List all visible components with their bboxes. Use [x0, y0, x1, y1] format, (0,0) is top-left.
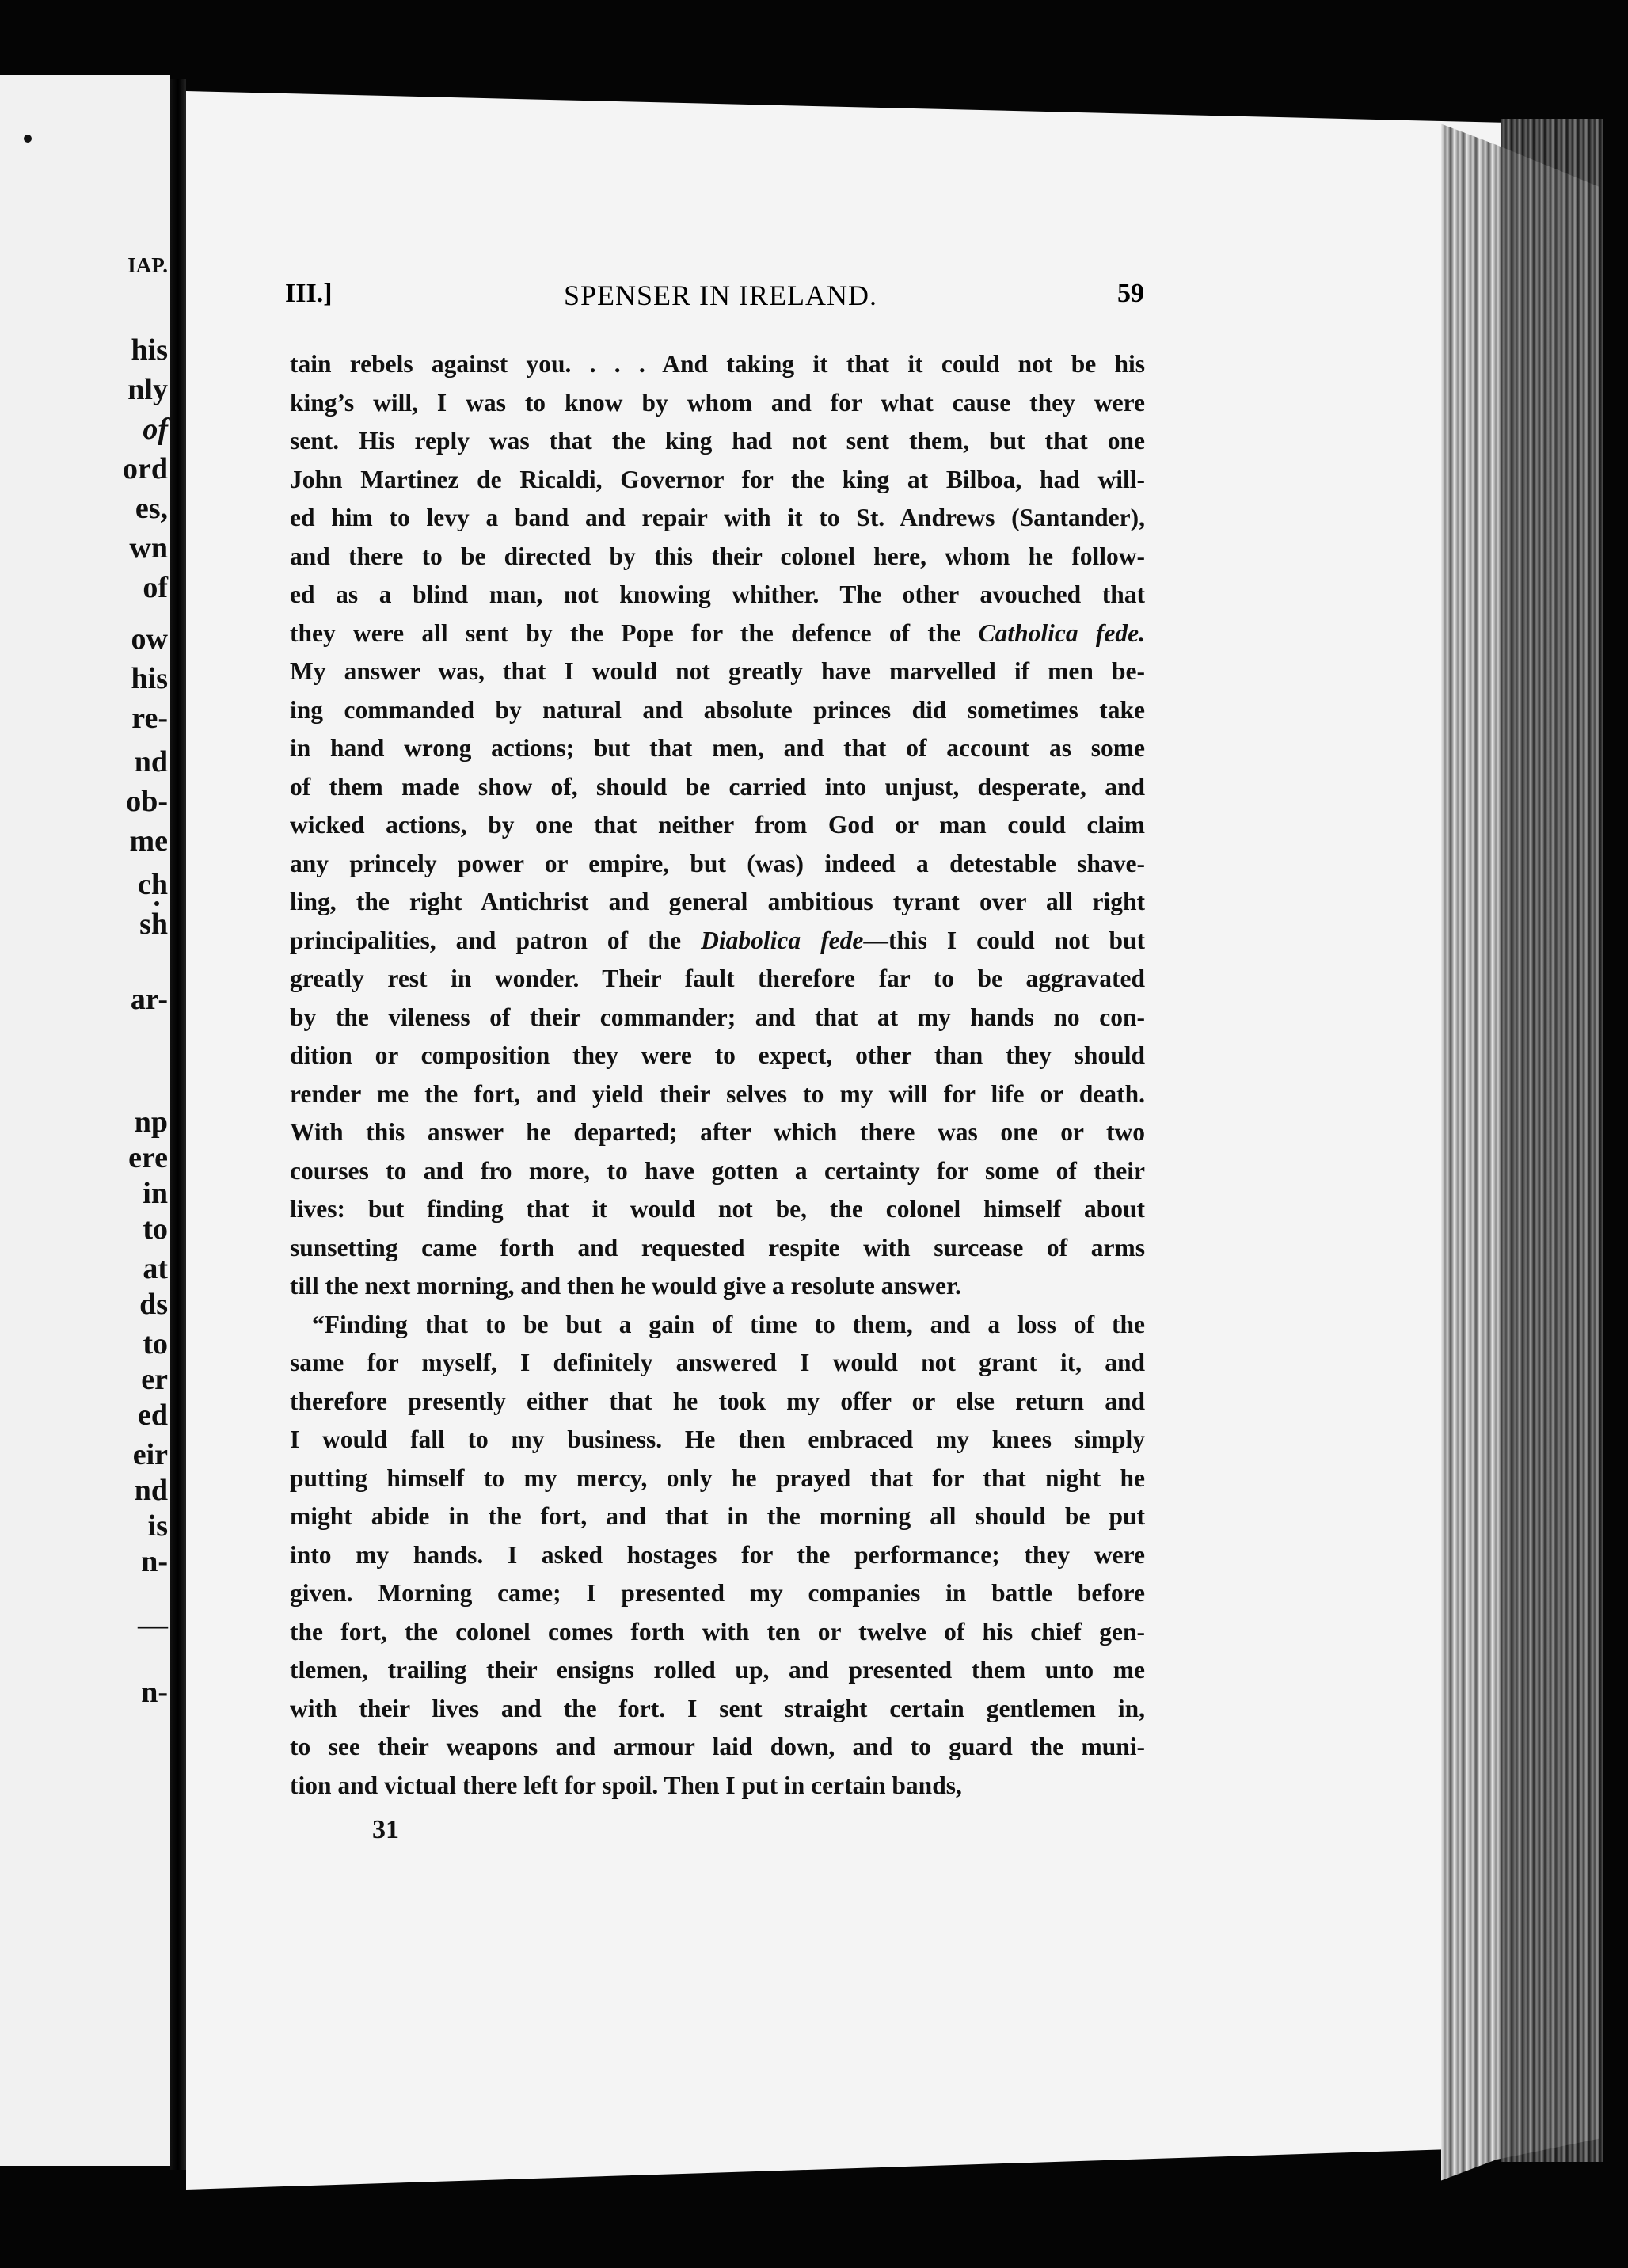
text-line: ed as a blind man, not knowing whither. The other avouched that [290, 580, 1145, 608]
text-line: till the next morning, and then he would give a resolute answer. [290, 1272, 961, 1300]
text-line: therefore presently either that he took my offer or else return and [290, 1387, 1145, 1415]
text-line: ling, the right Antichrist and general ambitious tyrant over all right [290, 888, 1145, 915]
text-line: king’s will, I was to know by whom and for what cause they were [290, 388, 1145, 417]
text-line: by the vileness of their commander; and that at my hands no con- [290, 1003, 1145, 1031]
facing-page-word: re- [131, 702, 168, 735]
text-line: courses to and fro more, to have gotten a certainty for some of their [290, 1156, 1145, 1185]
facing-page-word: his [131, 333, 168, 367]
facing-page-word: at [143, 1252, 168, 1285]
text-line: sent. His reply was that the king had not sent them, but that one [290, 427, 1145, 455]
text-line: John Martinez de Ricaldi, Governor for the king at Bilboa, had will- [290, 465, 1145, 493]
facing-page-word: er [141, 1363, 168, 1396]
text-line: tain rebels against you. . . . And taking it that it could not be his [290, 350, 1145, 378]
text-line: same for myself, I definitely answered I would not grant it, and [290, 1349, 1145, 1376]
text-line: putting himself to my mercy, only he prayed that for that night he [290, 1463, 1145, 1492]
facing-page-word: np [134, 1105, 168, 1139]
italic-phrase: Diabolica fede [701, 926, 864, 954]
book-gutter [170, 79, 186, 2170]
text-line: given. Morning came; I presented my companies in battle before [290, 1579, 1145, 1607]
facing-page-word: ed [138, 1398, 168, 1432]
running-title: SPENSER IN IRELAND. [563, 280, 877, 311]
text-line: wicked actions, by one that neither from God or man could claim [290, 811, 1145, 839]
facing-page-word: nd [134, 745, 168, 778]
text-line: render me the fort, and yield their selves to my will for life or death. [290, 1079, 1145, 1108]
text-line: the fort, the colonel comes forth with ten or twelve of his chief gen- [290, 1617, 1145, 1646]
facing-page-word: es, [135, 492, 168, 525]
facing-page-word: me [129, 824, 168, 858]
page-number: 59 [1117, 279, 1144, 308]
facing-page-word: ds [139, 1288, 168, 1321]
text-line: dition or composition they were to expect, other than they should [290, 1041, 1145, 1069]
text-line: lives: but finding that it would not be, the colonel himself about [290, 1195, 1145, 1223]
text-line: With this answer he departed; after which there was one or two [290, 1118, 1145, 1146]
facing-page-word: ch [138, 868, 168, 901]
facing-page-word: ar- [130, 983, 168, 1016]
facing-page-word: his [131, 662, 168, 695]
text-line: they were all sent by the Pope for the defence of the Catholica fede. [290, 618, 1146, 647]
facing-page-word: ow [131, 622, 168, 656]
text-line: of them made show of, should be carried into unjust, desperate, and [290, 772, 1145, 801]
chapter-number: III.] [285, 279, 333, 308]
italic-phrase: Catholica fede. [978, 618, 1146, 647]
text-line: greatly rest in wonder. Their fault therefore far to be aggravated [290, 965, 1145, 992]
facing-page-word: in [143, 1177, 168, 1210]
facing-page-word: — [138, 1608, 168, 1642]
facing-page-word: of [143, 413, 168, 446]
facing-page-word: of [143, 571, 168, 604]
facing-page-word: eir [132, 1438, 168, 1471]
facing-page-word: ord [123, 452, 168, 485]
facing-page-word: sh [139, 908, 168, 941]
text-line: any princely power or empire, but (was) indeed a detestable shave- [290, 849, 1145, 877]
facing-page-word: IAP. [127, 253, 168, 277]
text-line: ed him to levy a band and repair with it to St. Andrews (Santander), [290, 504, 1145, 531]
text-line: “Finding that to be but a gain of time to them, and a loss of the [312, 1310, 1145, 1338]
facing-page-word: to [143, 1212, 168, 1246]
text-line: ing commanded by natural and absolute princes did sometimes take [290, 695, 1145, 724]
text-line: I would fall to my business. He then embraced my knees simply [290, 1425, 1145, 1453]
body-text [290, 345, 1145, 1805]
facing-page-word: n- [141, 1676, 168, 1709]
signature-mark: 31 [372, 1815, 399, 1844]
text-line: tlemen, trailing their ensigns rolled up, and presented them unto me [290, 1656, 1145, 1684]
facing-page-word: nly [127, 373, 168, 406]
ink-dot [24, 135, 32, 143]
facing-page-word: n- [141, 1545, 168, 1578]
facing-page-word: wn [129, 531, 168, 565]
text-line: principalities, and patron of the Diabolica fede—this I could not but [290, 926, 1145, 954]
page-edges-shadow [1501, 119, 1603, 2162]
text-line: into my hands. I asked hostages for the performance; they were [290, 1540, 1145, 1569]
running-head [285, 279, 1144, 318]
facing-page-word: ob- [126, 785, 168, 818]
text-line: My answer was, that I would not greatly have marvelled if men be- [290, 657, 1145, 685]
text-line: with their lives and the fort. I sent straight certain gentlemen in, [290, 1694, 1145, 1722]
facing-page-word: is [147, 1509, 168, 1543]
text-line: tion and victual there left for spoil. Then I put in certain bands, [290, 1771, 962, 1799]
text-line: in hand wrong actions; but that men, and that of account as some [290, 734, 1145, 762]
facing-page-word: to [143, 1327, 168, 1360]
facing-page-word: ere [128, 1141, 168, 1174]
facing-page-word: nd [134, 1474, 168, 1507]
text-line: might abide in the fort, and that in the morning all should be put [290, 1502, 1145, 1530]
text-line: to see their weapons and armour laid down, and to guard the muni- [290, 1733, 1145, 1760]
text-line: sunsetting came forth and requested respite with surcease of arms [290, 1233, 1145, 1261]
text-line: and there to be directed by this their colonel here, whom he follow- [290, 542, 1145, 570]
